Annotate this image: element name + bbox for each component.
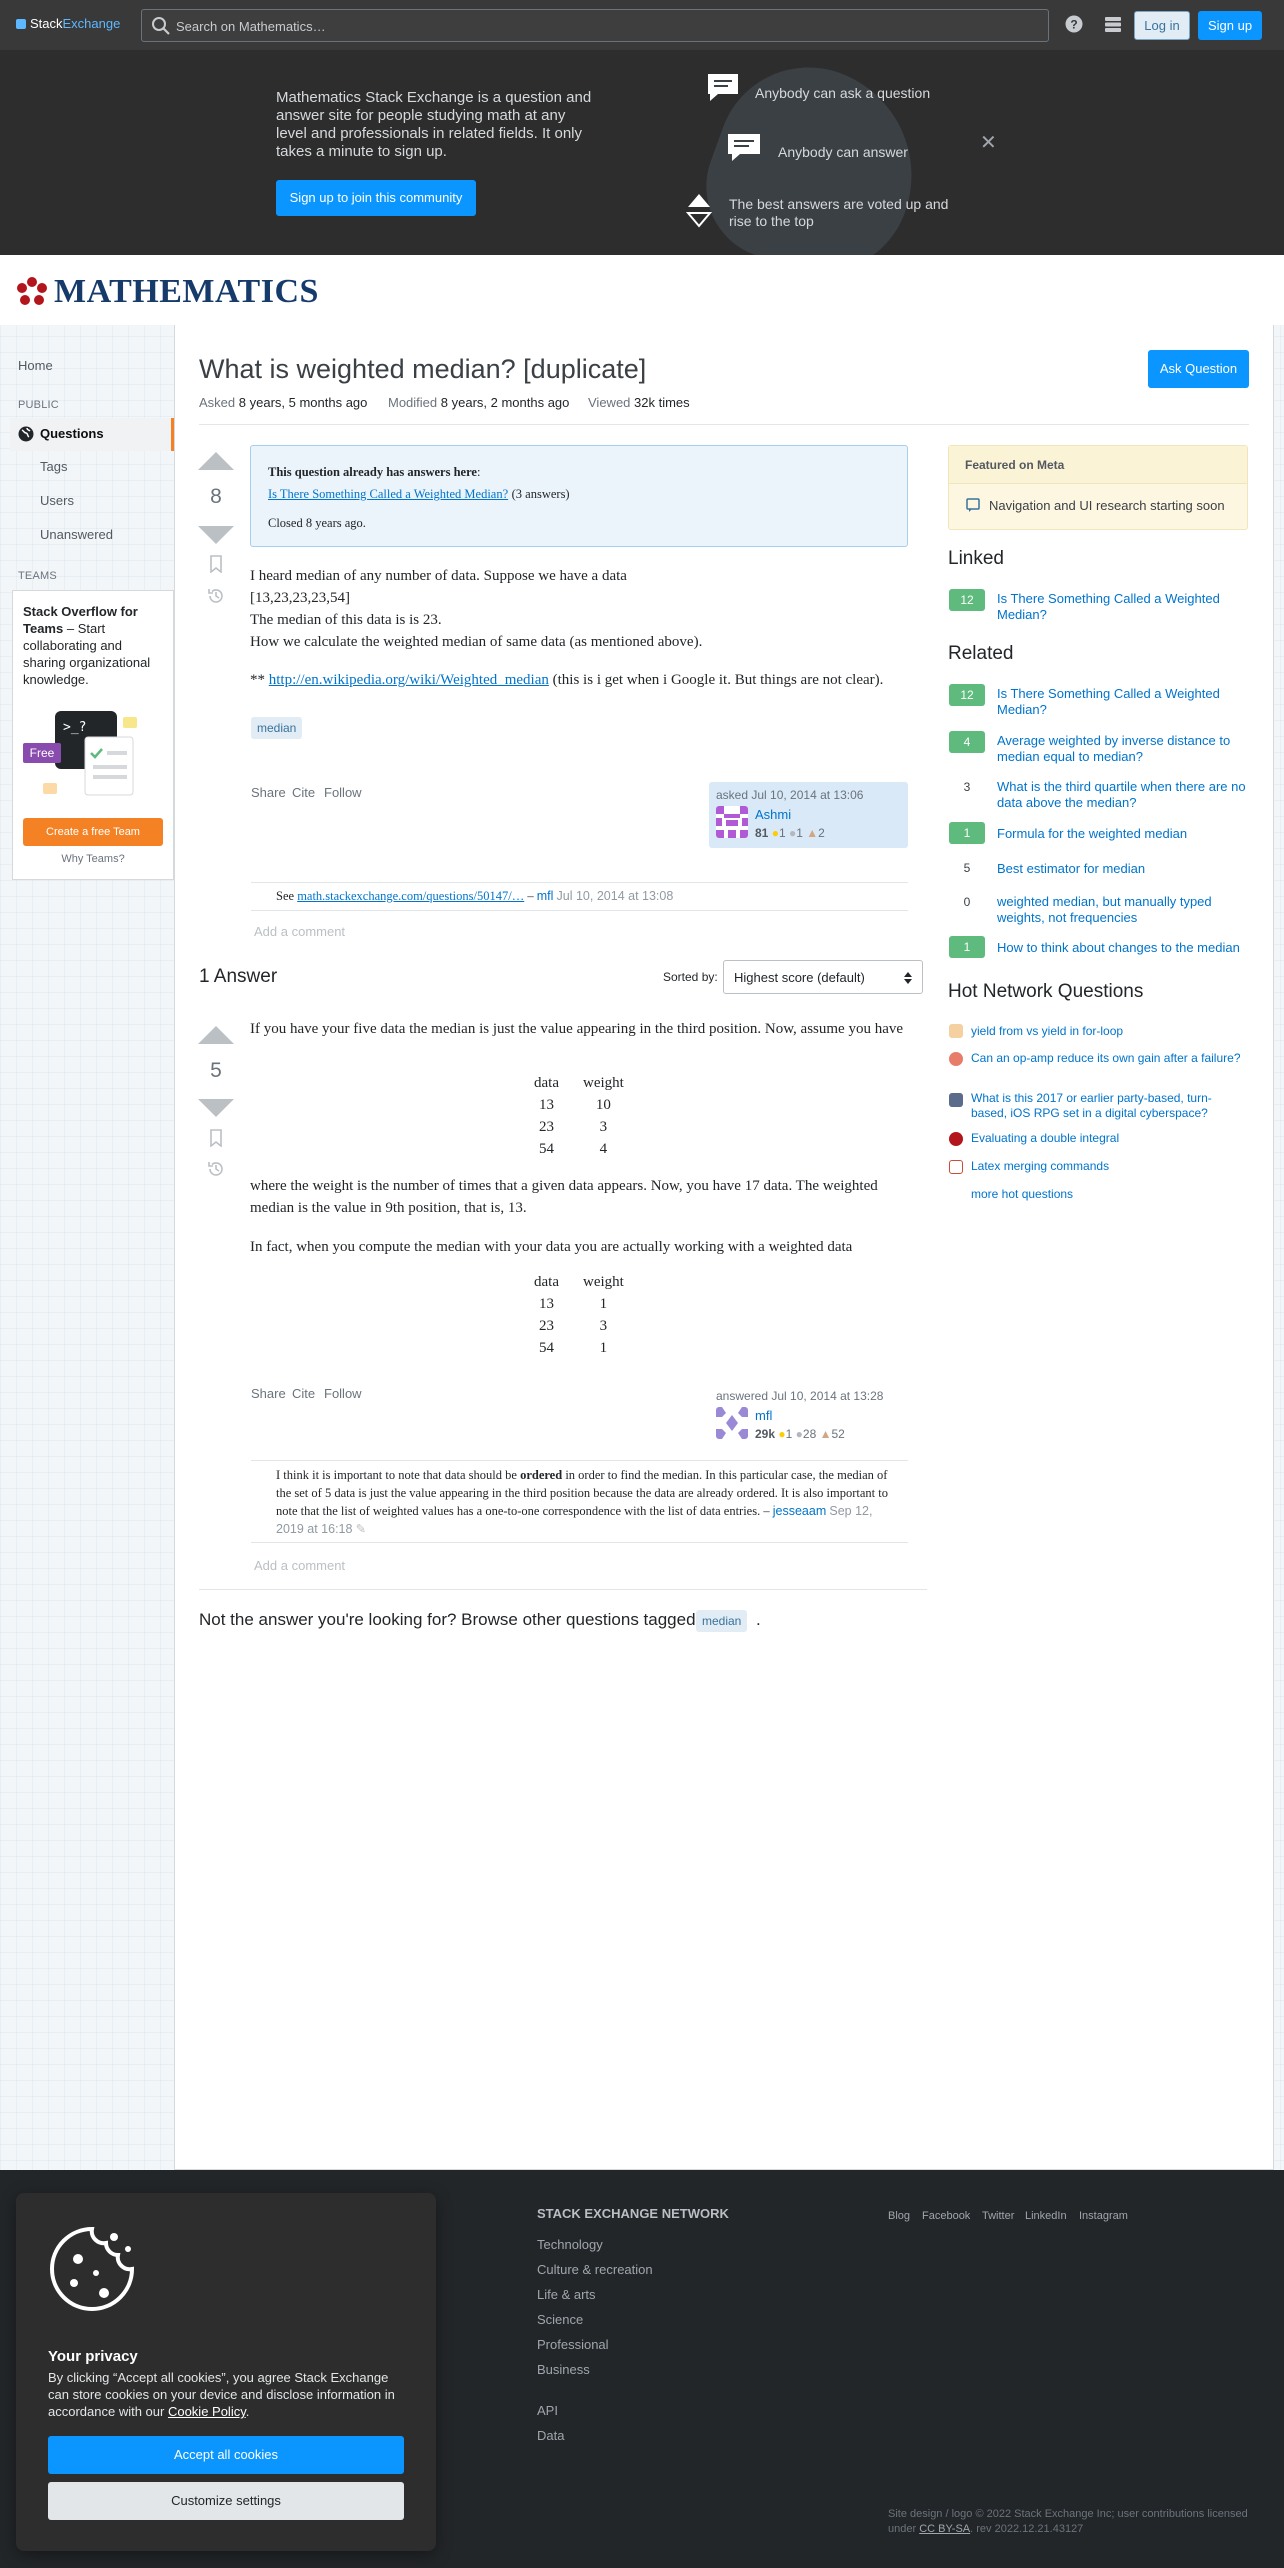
- duplicate-heading: [268, 465, 480, 480]
- answer-add-comment[interactable]: Add a comment: [254, 1558, 346, 1573]
- social-link-linkedin[interactable]: LinkedIn: [1025, 2210, 1067, 2222]
- hero-feature-answer: Anybody can answer: [778, 144, 908, 160]
- social-link-twitter[interactable]: Twitter: [982, 2210, 1015, 2222]
- question-reference: [250, 669, 883, 691]
- gold-badge-icon: ●: [778, 1427, 786, 1441]
- table-row: [522, 1116, 636, 1138]
- related-score[interactable]: 1: [949, 822, 985, 844]
- featured-link[interactable]: Navigation and UI research starting soon: [989, 498, 1225, 513]
- sort-select[interactable]: [723, 960, 923, 994]
- table-header: weight: [582, 1273, 624, 1290]
- table-cell: 23: [538, 1118, 554, 1135]
- answer-cite-link[interactable]: Cite: [292, 1386, 316, 1401]
- footer-link[interactable]: Life & arts: [537, 2287, 596, 2302]
- answer-paragraph: In fact, when you compute the median with your data you are actually working with a weighted data: [250, 1239, 853, 1255]
- nav-users[interactable]: Users: [40, 493, 74, 508]
- duplicate-heading-colon: :: [476, 465, 481, 479]
- linked-question-link[interactable]: Is There Something Called a Weighted Median?: [997, 591, 1220, 622]
- nav-questions-label[interactable]: Questions: [40, 426, 104, 441]
- comment-see: See: [276, 889, 298, 903]
- reference-prefix: **: [250, 672, 269, 688]
- stackexchange-logo[interactable]: [16, 16, 120, 31]
- comment-text: I think it is important to note that data should be: [276, 1468, 521, 1482]
- search-icon: [151, 16, 171, 36]
- ask-question-button[interactable]: Ask Question: [1148, 350, 1249, 388]
- question-cite-link[interactable]: Cite: [292, 785, 316, 800]
- svg-text:?: ?: [1070, 17, 1078, 32]
- silver-badge-count: 28: [802, 1427, 817, 1441]
- related-question-link[interactable]: Average weighted by inverse distance to median equal to median?: [997, 733, 1231, 764]
- title-divider: [199, 424, 1249, 425]
- viewed-meta: [588, 395, 690, 410]
- tag-median[interactable]: median: [251, 717, 302, 739]
- comment-date: Jul 10, 2014 at 13:08: [556, 889, 674, 903]
- social-link-blog[interactable]: Blog: [888, 2210, 911, 2222]
- create-team-button[interactable]: Create a free Team: [23, 818, 163, 846]
- related-score[interactable]: 5: [949, 857, 985, 879]
- asked-value: 8 years, 5 months ago: [238, 395, 368, 410]
- footer-legal: [888, 2523, 1083, 2535]
- viewed-label: Viewed: [588, 395, 631, 410]
- table-row: [522, 1315, 636, 1337]
- help-icon[interactable]: [1064, 14, 1084, 34]
- cookie-heading: Your privacy: [48, 2348, 138, 2365]
- answer-end-divider: [199, 1589, 927, 1590]
- footer-link[interactable]: Technology: [537, 2237, 603, 2252]
- nav-teams-heading: TEAMS: [18, 570, 57, 582]
- nav-tags[interactable]: Tags: [40, 459, 68, 474]
- question-upvote-button[interactable]: [198, 452, 234, 470]
- question-share-link[interactable]: Share: [251, 785, 286, 800]
- footer-legal: Site design / logo © 2022 Stack Exchange Inc; user contributions licensed: [888, 2508, 1248, 2520]
- comment-dash: –: [524, 889, 537, 903]
- meta-bubble-icon: [966, 498, 980, 512]
- bookmark-icon[interactable]: [208, 1129, 224, 1147]
- sort-value: Highest score (default): [734, 970, 865, 985]
- page-title[interactable]: What is weighted median? [duplicate]: [199, 354, 647, 384]
- comment-divider: [251, 882, 908, 883]
- table-row: [522, 1094, 636, 1116]
- related-question-link[interactable]: weighted median, but manually typed weights, not frequencies: [997, 894, 1212, 925]
- license-link[interactable]: CC BY-SA: [919, 2523, 971, 2535]
- reputation: 81: [755, 826, 769, 840]
- site-favicon-icon: [949, 1160, 963, 1174]
- site-favicon-icon: [949, 1024, 963, 1038]
- question-owner-card: [709, 782, 908, 848]
- table-header-row: [522, 1072, 636, 1094]
- duplicate-notice: [250, 445, 908, 547]
- hot-question-link[interactable]: What is this 2017 or earlier party-based, turn-based, iOS RPG set in a digital cyberspace?: [971, 1091, 1212, 1120]
- related-score[interactable]: 1: [949, 936, 985, 958]
- table-cell: 23: [538, 1317, 554, 1334]
- sort-chevron-icon: [904, 972, 912, 984]
- question-follow-link[interactable]: Follow: [324, 785, 362, 800]
- table-header-row: [522, 1271, 636, 1293]
- question-author-name[interactable]: Ashmi: [755, 807, 792, 822]
- site-favicon-icon: [949, 1052, 963, 1066]
- table-cell: 1: [599, 1295, 608, 1312]
- answer-author-name[interactable]: mfl: [755, 1408, 773, 1423]
- cookie-text: [48, 2369, 408, 2420]
- silver-badge-icon: ●: [795, 1427, 803, 1441]
- vote-arrows-icon: [686, 192, 712, 228]
- footer-data-link[interactable]: Data: [537, 2428, 565, 2443]
- related-heading: Related: [948, 643, 1014, 664]
- teams-promo-text: [23, 603, 163, 688]
- linked-score[interactable]: 12: [949, 589, 985, 611]
- site-switcher-icon[interactable]: [1103, 14, 1123, 34]
- nav-unanswered[interactable]: Unanswered: [40, 527, 113, 542]
- edit-pencil-icon: ✎: [355, 1522, 367, 1536]
- sort-label: Sorted by:: [663, 970, 718, 984]
- stackexchange-logo-icon: [16, 19, 26, 29]
- reputation: 29k: [755, 1427, 776, 1441]
- hot-question-link[interactable]: Can an op-amp reduce its own gain after a failure?: [971, 1051, 1241, 1065]
- signup-button[interactable]: Sign up: [1198, 11, 1262, 40]
- silver-badge-count: 1: [796, 826, 803, 840]
- tag-median[interactable]: median: [696, 1610, 747, 1632]
- free-badge: Free: [23, 743, 61, 763]
- search-placeholder: Search on Mathematics…: [176, 19, 326, 34]
- customize-settings-button[interactable]: Customize settings: [48, 2482, 404, 2520]
- answer-author-rep: [755, 1427, 905, 1441]
- answer-upvote-button[interactable]: [198, 1026, 234, 1044]
- question-author-rep: [755, 826, 905, 840]
- reference-suffix: (this is i get when i Google it. But things are not clear).: [548, 672, 884, 688]
- hot-question-link[interactable]: Latex merging commands: [971, 1159, 1110, 1173]
- answer-share-link[interactable]: Share: [251, 1386, 286, 1401]
- teams-promo: [12, 590, 174, 880]
- comment-dash: –: [760, 1504, 773, 1518]
- duplicate-link[interactable]: Is There Something Called a Weighted Median?: [268, 487, 509, 501]
- wikipedia-link[interactable]: http://en.wikipedia.org/wiki/Weighted_median: [268, 672, 549, 688]
- table-header: data: [534, 1273, 559, 1290]
- globe-icon: [18, 426, 34, 442]
- featured-heading: Featured on Meta: [949, 446, 1247, 484]
- duplicate-heading-text: This question already has answers here: [268, 465, 477, 479]
- cookie-description: By clicking “Accept all cookies”, you agree Stack Exchange can store cookies on your device and disclose information in accordance with our: [48, 2370, 395, 2419]
- logo-stack-text: Stack: [30, 16, 63, 31]
- table-row: [522, 1138, 636, 1160]
- footer-link[interactable]: Business: [537, 2362, 590, 2377]
- asked-meta: [199, 395, 367, 410]
- footer-link[interactable]: Culture & recreation: [537, 2262, 653, 2277]
- table-cell: 54: [538, 1339, 554, 1356]
- answer-bubble-icon: [726, 132, 762, 164]
- not-answer-period: .: [756, 1610, 761, 1629]
- footer-link[interactable]: Science: [537, 2312, 584, 2327]
- network-heading: STACK EXCHANGE NETWORK: [537, 2206, 729, 2221]
- table-cell: 1: [599, 1339, 608, 1356]
- logo-exchange-text: Exchange: [62, 16, 121, 31]
- answer-comment: [276, 1466, 901, 1538]
- bronze-badge-icon: ▲: [806, 826, 819, 840]
- table-cell: 3: [599, 1118, 608, 1135]
- hero-close-icon[interactable]: ✕: [980, 132, 997, 154]
- asked-timestamp: asked Jul 10, 2014 at 13:06: [716, 788, 864, 802]
- teams-promo-desc: – Start collaborating and sharing organizational knowledge.: [23, 621, 151, 687]
- table-cell: 10: [595, 1096, 611, 1113]
- mathematics-logo-icon[interactable]: [16, 276, 48, 308]
- viewed-value: 32k times: [634, 395, 690, 410]
- top-bar: [0, 0, 1284, 50]
- site-name[interactable]: MATHEMATICS: [54, 273, 319, 310]
- table-cell: 13: [538, 1295, 554, 1312]
- history-icon[interactable]: [206, 586, 226, 606]
- modified-meta: [388, 395, 569, 410]
- nav-public-heading: PUBLIC: [18, 399, 59, 411]
- site-favicon-icon: [949, 1093, 963, 1107]
- answer-owner-card: [709, 1383, 908, 1449]
- not-answer-text: Not the answer you're looking for? Browse other questions tagged: [199, 1610, 696, 1629]
- closed-notice: Closed 8 years ago.: [268, 516, 366, 530]
- hot-question-link[interactable]: Evaluating a double integral: [971, 1131, 1120, 1145]
- related-question-link[interactable]: Best estimator for median: [997, 861, 1146, 876]
- duplicate-answer-count: (3 answers): [511, 487, 570, 501]
- comment-divider: [251, 910, 908, 911]
- weights-table: [522, 1072, 636, 1160]
- table-header: data: [534, 1074, 559, 1091]
- answer-paragraph: If you have your five data the median is just the value appearing in the third position. Now, assume you have: [250, 1021, 904, 1037]
- comment-divider: [251, 1460, 908, 1461]
- bookmark-icon[interactable]: [208, 555, 224, 573]
- footer-link[interactable]: Professional: [537, 2337, 609, 2352]
- question-body-line: How we calculate the weighted median of same data (as mentioned above).: [250, 634, 703, 650]
- svg-text:>_?: >_?: [63, 720, 87, 735]
- question-comment: [276, 887, 673, 905]
- related-score[interactable]: 4: [949, 731, 985, 753]
- bronze-badge-count: 52: [831, 1427, 845, 1441]
- why-teams-link[interactable]: Why Teams?: [61, 853, 125, 865]
- footer-api-link[interactable]: API: [537, 2403, 558, 2418]
- avatar[interactable]: [716, 806, 748, 838]
- avatar[interactable]: [716, 1407, 748, 1439]
- answer-paragraph: where the weight is the number of times that a given data appears. Now, you have 17 data. The weighted median is the value in 9th position, that is, 13.: [250, 1178, 878, 1216]
- answered-timestamp: answered Jul 10, 2014 at 13:28: [716, 1389, 884, 1403]
- speech-bubble-icon: [706, 72, 740, 102]
- hero-feature-ask: Anybody can ask a question: [755, 85, 931, 101]
- login-button[interactable]: Log in: [1134, 11, 1190, 40]
- comment-user[interactable]: mfl: [536, 889, 554, 903]
- related-question-link[interactable]: Formula for the weighted median: [997, 826, 1188, 841]
- nav-home[interactable]: Home: [18, 358, 53, 373]
- gold-badge-count: 1: [785, 1427, 793, 1441]
- silver-badge-icon: ●: [788, 826, 797, 840]
- cookie-icon: [44, 2221, 140, 2317]
- answers-count: 1 Answer: [199, 966, 278, 987]
- question-downvote-button[interactable]: [198, 526, 234, 544]
- answer-follow-link[interactable]: Follow: [324, 1386, 362, 1401]
- social-link-instagram[interactable]: Instagram: [1079, 2210, 1128, 2222]
- cookie-policy-link[interactable]: Cookie Policy: [167, 2404, 246, 2419]
- comment-date: Sep 12, 2019 at 16:18: [276, 1504, 873, 1536]
- bronze-badge-icon: ▲: [819, 1427, 832, 1441]
- teams-promo-title: Stack Overflow for Teams: [23, 604, 138, 636]
- featured-on-meta: [948, 445, 1248, 530]
- bronze-badge-count: 2: [818, 826, 825, 840]
- modified-label: Modified: [388, 395, 438, 410]
- site-favicon-icon: [949, 1132, 963, 1146]
- hot-question-link[interactable]: yield from vs yield in for-loop: [971, 1024, 1124, 1038]
- gold-badge-icon: ●: [771, 826, 779, 840]
- comment-user[interactable]: jesseaam: [772, 1504, 827, 1518]
- accept-cookies-button[interactable]: Accept all cookies: [48, 2436, 404, 2474]
- comment-text: in order to find the median. In this particular case, the median of the set of 5 data is just the value appearing in the third position because the data are already ordered. It is also important to note that the list of weighted values has a one-to-one correspondence with the list of data entries.: [276, 1468, 888, 1518]
- comment-bold: ordered: [520, 1468, 563, 1482]
- related-score[interactable]: 12: [949, 684, 985, 706]
- signup-hero-banner: [0, 50, 1284, 255]
- duplicate-item: [268, 487, 570, 502]
- question-body-line: [13,23,23,23,54]: [250, 590, 350, 606]
- question-body-line: I heard median of any number of data. Suppose we have a data: [250, 568, 627, 584]
- hero-signup-button[interactable]: Sign up to join this community: [276, 180, 476, 216]
- question-add-comment[interactable]: Add a comment: [254, 924, 346, 939]
- related-score[interactable]: 3: [949, 776, 985, 798]
- linked-heading: Linked: [948, 548, 1004, 569]
- related-question-link[interactable]: What is the third quartile when there are no data above the median?: [997, 779, 1246, 810]
- related-question-link[interactable]: How to think about changes to the median: [997, 940, 1240, 955]
- comment-link[interactable]: math.stackexchange.com/questions/50147/…: [297, 889, 525, 903]
- gold-badge-count: 1: [778, 826, 786, 840]
- more-hot-questions-link[interactable]: more hot questions: [971, 1187, 1074, 1201]
- legal-suffix: . rev 2022.12.21.43127: [970, 2523, 1084, 2535]
- table-row: [522, 1293, 636, 1315]
- table-cell: 54: [538, 1140, 554, 1157]
- table-cell: 3: [599, 1317, 608, 1334]
- answer-vote-count: 5: [210, 1059, 222, 1082]
- cookie-text-end: .: [245, 2404, 250, 2419]
- asked-label: Asked: [199, 395, 236, 410]
- history-icon[interactable]: [206, 1159, 226, 1179]
- question-vote-count: 8: [210, 485, 222, 508]
- hero-description: Mathematics Stack Exchange is a question and answer site for people studying math at any level and professionals in related fields. It only takes a minute to sign up.: [276, 89, 592, 160]
- answer-downvote-button[interactable]: [198, 1099, 234, 1117]
- hero-feature-vote: The best answers are voted up and rise to the top: [729, 196, 949, 229]
- legal-prefix: under: [888, 2523, 920, 2535]
- social-link-facebook[interactable]: Facebook: [922, 2210, 971, 2222]
- weights-table: [522, 1271, 636, 1359]
- cookie-consent-dialog: [16, 2193, 436, 2551]
- table-cell: 13: [538, 1096, 554, 1113]
- comment-divider: [251, 1542, 908, 1543]
- hot-network-heading: Hot Network Questions: [948, 981, 1144, 1002]
- search-input[interactable]: [141, 9, 1049, 42]
- table-cell: 4: [599, 1140, 608, 1157]
- question-body-line: The median of this data is is 23.: [250, 612, 442, 628]
- table-row: [522, 1337, 636, 1359]
- related-question-link[interactable]: Is There Something Called a Weighted Median?: [997, 686, 1220, 717]
- modified-value: 8 years, 2 months ago: [440, 395, 570, 410]
- table-header: weight: [582, 1074, 624, 1091]
- related-score[interactable]: 0: [949, 891, 985, 913]
